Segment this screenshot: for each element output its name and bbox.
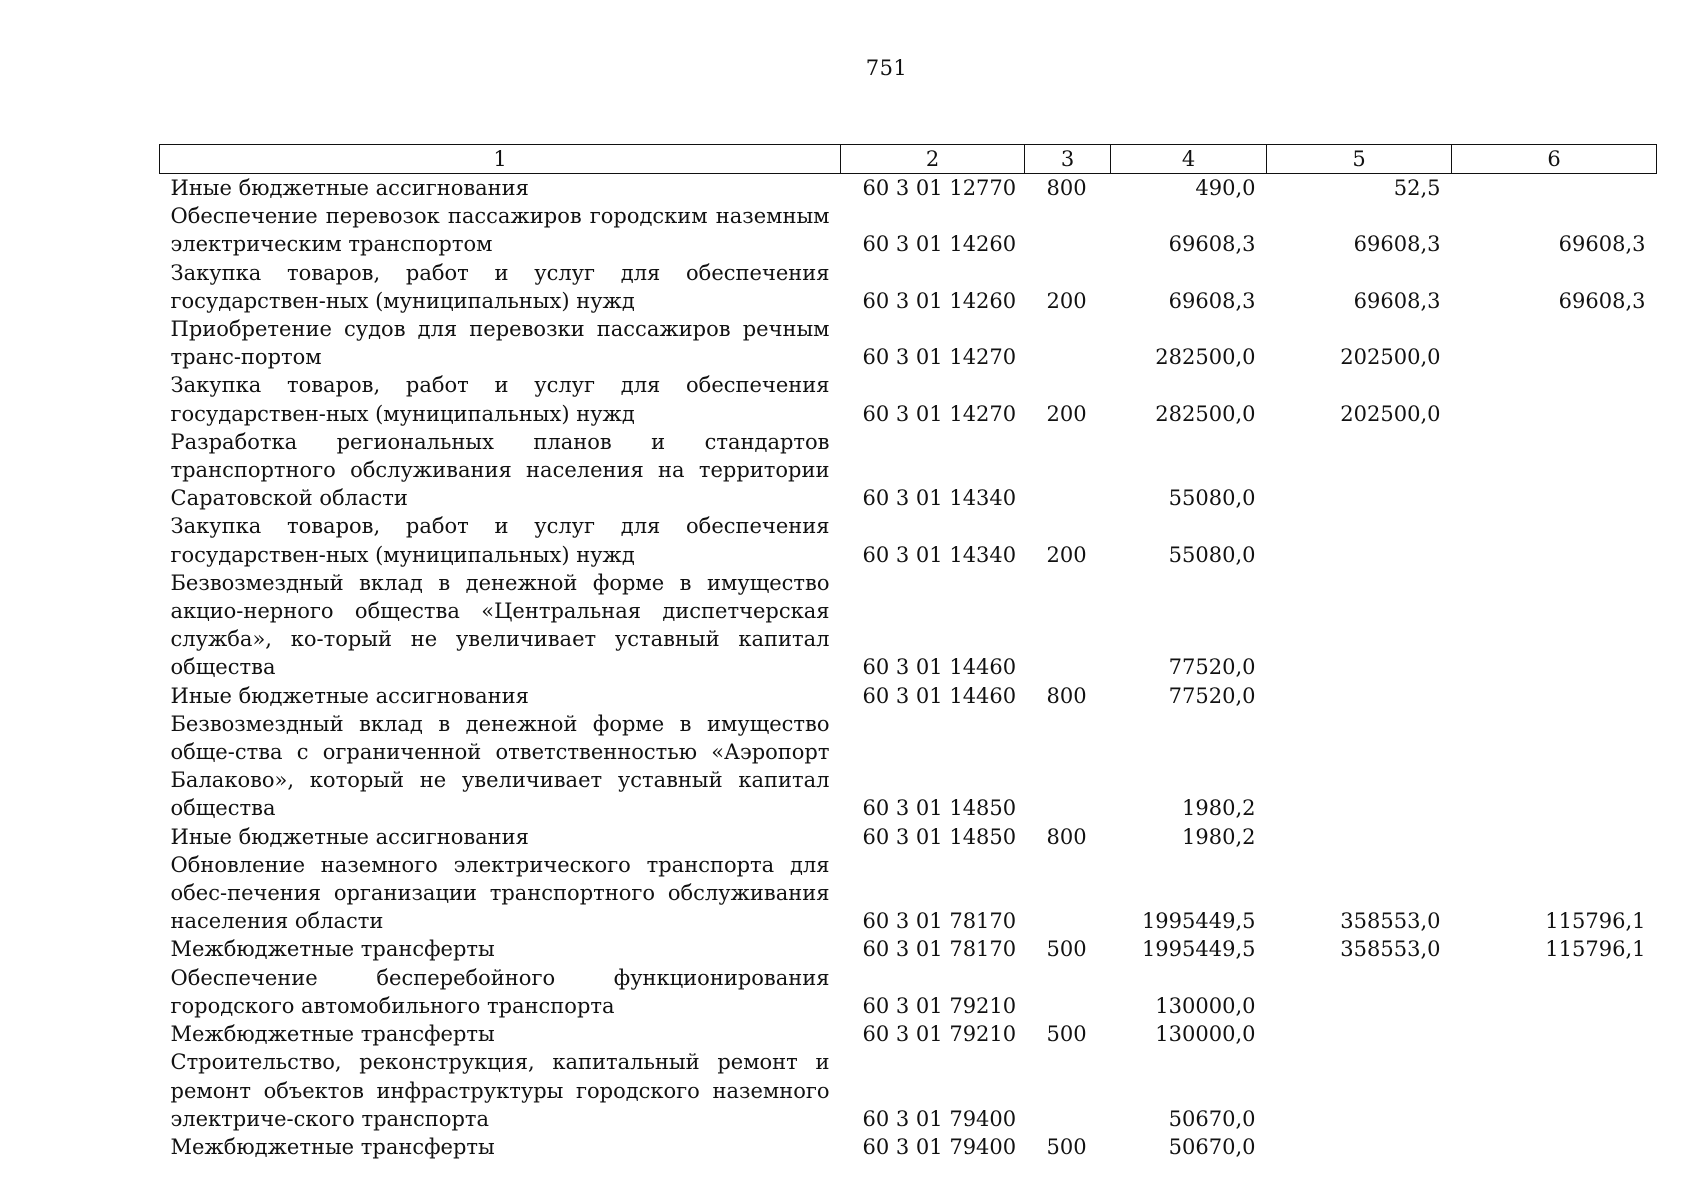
table-row (160, 1020, 1657, 1048)
table-row (160, 174, 1657, 203)
row-code: 60 3 01 14850 (862, 824, 1017, 849)
row-value-col4: 1980,2 (1182, 796, 1256, 821)
row-value-col6 (1452, 371, 1657, 427)
row-code: 60 3 01 14270 (862, 345, 1017, 370)
row-value-col4: 55080,0 (1168, 486, 1256, 511)
row-value-col4: 282500,0 (1155, 345, 1256, 370)
row-value-col6 (1452, 512, 1657, 568)
row-value-col6: 115796,1 (1545, 937, 1646, 962)
row-expense-type (1025, 710, 1111, 823)
row-value-col6: 69608,3 (1558, 232, 1646, 257)
row-code: 60 3 01 14270 (862, 401, 1017, 426)
row-code: 60 3 01 78170 (862, 937, 1017, 962)
row-value-col6 (1452, 964, 1657, 1020)
row-value-col5: 69608,3 (1353, 232, 1441, 257)
row-code: 60 3 01 14340 (862, 486, 1017, 511)
row-value-col5 (1267, 569, 1452, 682)
row-name: Иные бюджетные ассигнования (170, 176, 529, 200)
row-expense-type: 500 (1046, 937, 1087, 962)
row-value-col4: 69608,3 (1168, 232, 1256, 257)
row-expense-type (1025, 851, 1111, 936)
row-value-col5 (1267, 428, 1452, 513)
row-name: Безвозмездный вклад в денежной форме в имущество обще-ства с ограниченной ответственностью «Аэропорт Балаково», который не увеличивает уставный капитал общества (170, 711, 830, 821)
row-value-col6 (1452, 1048, 1657, 1133)
row-expense-type: 200 (1046, 288, 1087, 313)
row-value-col4: 50670,0 (1168, 1106, 1256, 1131)
row-code: 60 3 01 79400 (862, 1134, 1017, 1159)
row-value-col4: 77520,0 (1168, 655, 1256, 680)
row-value-col5 (1267, 964, 1452, 1020)
row-value-col4: 130000,0 (1155, 1022, 1256, 1047)
row-value-col5: 52,5 (1393, 176, 1441, 200)
table-row (160, 823, 1657, 851)
row-value-col6 (1452, 682, 1657, 710)
row-name: Закупка товаров, работ и услуг для обеспечения государствен-ных (муниципальных) нужд (170, 260, 830, 313)
row-expense-type (1025, 964, 1111, 1020)
row-value-col5: 202500,0 (1340, 345, 1441, 370)
row-name: Разработка региональных планов и стандартов транспортного обслуживания населения на территории Саратовской области (170, 429, 830, 511)
row-expense-type: 500 (1046, 1022, 1087, 1047)
row-value-col5 (1267, 682, 1452, 710)
row-expense-type: 200 (1046, 401, 1087, 426)
table-row (160, 851, 1657, 936)
row-expense-type: 800 (1046, 683, 1087, 708)
table-row (160, 1048, 1657, 1133)
row-name: Закупка товаров, работ и услуг для обеспечения государствен-ных (муниципальных) нужд (170, 514, 830, 567)
row-code: 60 3 01 14260 (862, 288, 1017, 313)
table-row (160, 1133, 1657, 1161)
row-value-col4: 55080,0 (1168, 542, 1256, 567)
row-code: 60 3 01 14460 (862, 683, 1017, 708)
table-row (160, 512, 1657, 568)
row-value-col5 (1267, 512, 1452, 568)
table-row (160, 682, 1657, 710)
row-value-col4: 1995449,5 (1141, 937, 1256, 962)
row-name: Иные бюджетные ассигнования (170, 683, 529, 708)
row-name: Иные бюджетные ассигнования (170, 824, 529, 849)
row-value-col6 (1452, 823, 1657, 851)
row-name: Обеспечение перевозок пассажиров городским наземным электрическим транспортом (170, 204, 830, 257)
row-expense-type (1025, 1048, 1111, 1133)
row-code: 60 3 01 79400 (862, 1106, 1017, 1131)
row-value-col6 (1452, 315, 1657, 371)
table-row (160, 371, 1657, 427)
row-name: Обновление наземного электрического транспорта для обес-печения организации транспортного обслуживания населения области (170, 852, 830, 934)
row-value-col5: 358553,0 (1340, 909, 1441, 934)
row-name: Закупка товаров, работ и услуг для обеспечения государствен-ных (муниципальных) нужд (170, 373, 830, 426)
row-value-col6 (1452, 174, 1657, 203)
row-expense-type (1025, 428, 1111, 513)
table-row (160, 935, 1657, 963)
row-code: 60 3 01 14260 (862, 232, 1017, 257)
row-value-col5 (1267, 1020, 1452, 1048)
row-code: 60 3 01 78170 (862, 909, 1017, 934)
row-code: 60 3 01 14850 (862, 796, 1017, 821)
row-code: 60 3 01 14460 (862, 655, 1017, 680)
row-value-col4: 1995449,5 (1141, 909, 1256, 934)
table-row (160, 569, 1657, 682)
row-value-col5 (1267, 1048, 1452, 1133)
table-body (160, 174, 1657, 1162)
column-header: 3 (1025, 145, 1111, 174)
row-code: 60 3 01 79210 (862, 993, 1017, 1018)
row-code: 60 3 01 79210 (862, 1022, 1017, 1047)
budget-table (159, 144, 1657, 1161)
row-name: Обеспечение бесперебойного функционирования городского автомобильного транспорта (170, 965, 830, 1018)
row-expense-type: 800 (1046, 176, 1087, 200)
row-name: Строительство, реконструкция, капитальный ремонт и ремонт объектов инфраструктуры городского наземного электриче-ского транспорта (170, 1050, 830, 1131)
row-expense-type (1025, 315, 1111, 371)
row-name: Межбюджетные трансферты (170, 1134, 495, 1159)
row-expense-type (1025, 202, 1111, 258)
row-name: Безвозмездный вклад в денежной форме в имущество акцио-нерного общества «Центральная диспетчерская служба», ко-торый не увеличивает уставный капитал общества (170, 570, 830, 680)
row-value-col4: 69608,3 (1168, 288, 1256, 313)
row-expense-type: 800 (1046, 824, 1087, 849)
column-header: 2 (841, 145, 1025, 174)
row-value-col6: 69608,3 (1558, 288, 1646, 313)
row-expense-type: 500 (1046, 1134, 1087, 1159)
table-row (160, 259, 1657, 315)
row-expense-type (1025, 569, 1111, 682)
row-code: 60 3 01 14340 (862, 542, 1017, 567)
row-value-col6: 115796,1 (1545, 909, 1646, 934)
row-expense-type: 200 (1046, 542, 1087, 567)
page-number: 751 (865, 56, 908, 80)
row-value-col4: 130000,0 (1155, 993, 1256, 1018)
row-name: Приобретение судов для перевозки пассажиров речным транс-портом (170, 317, 830, 370)
column-header: 5 (1267, 145, 1452, 174)
table-row (160, 710, 1657, 823)
table-row (160, 964, 1657, 1020)
column-header: 6 (1452, 145, 1657, 174)
row-value-col5 (1267, 1133, 1452, 1161)
row-value-col5 (1267, 823, 1452, 851)
row-value-col6 (1452, 1133, 1657, 1161)
row-value-col4: 77520,0 (1168, 683, 1256, 708)
column-header: 4 (1111, 145, 1267, 174)
row-value-col6 (1452, 569, 1657, 682)
column-header: 1 (160, 145, 841, 174)
row-value-col4: 282500,0 (1155, 401, 1256, 426)
row-value-col4: 1980,2 (1182, 824, 1256, 849)
row-value-col5: 69608,3 (1353, 288, 1441, 313)
row-code: 60 3 01 12770 (862, 176, 1017, 200)
row-value-col6 (1452, 1020, 1657, 1048)
row-value-col4: 50670,0 (1168, 1134, 1256, 1159)
row-value-col6 (1452, 710, 1657, 823)
row-value-col4: 490,0 (1195, 176, 1256, 200)
table-row (160, 202, 1657, 258)
row-value-col6 (1452, 428, 1657, 513)
row-value-col5: 202500,0 (1340, 401, 1441, 426)
row-value-col5: 358553,0 (1340, 937, 1441, 962)
row-value-col5 (1267, 710, 1452, 823)
table-row (160, 428, 1657, 513)
row-name: Межбюджетные трансферты (170, 937, 495, 962)
table-row (160, 315, 1657, 371)
table-header-row (160, 145, 1657, 174)
row-name: Межбюджетные трансферты (170, 1022, 495, 1047)
